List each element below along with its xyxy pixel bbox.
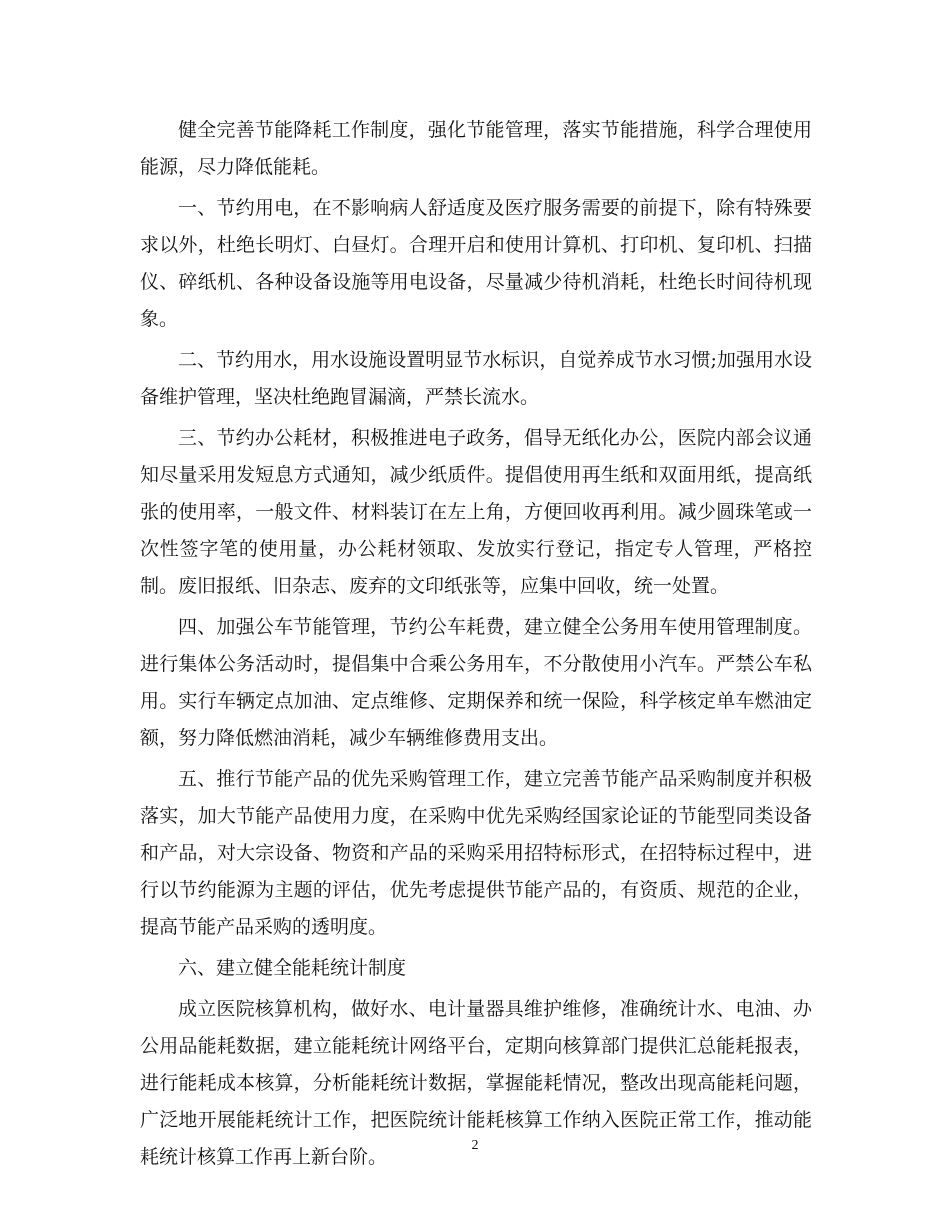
paragraph-intro: 健全完善节能降耗工作制度，强化节能管理，落实节能措施，科学合理使用能源，尽力降低能耗。 [140,119,812,178]
paragraph-water: 二、节约用水，用水设施设置明显节水标识，自觉养成节水习惯;加强用水设备维护管理，坚决杜绝跑冒漏滴，严禁长流水。 [140,349,812,408]
paragraph-electricity: 一、节约用电，在不影响病人舒适度及医疗服务需要的前提下，除有特殊要求以外，杜绝长明灯、白昼灯。合理开启和使用计算机、打印机、复印机、扫描仪、碎纸机、各种设备设施等用电设备，尽量减少待机消耗，杜绝长时间待机现象。 [140,197,812,330]
section-heading-statistics: 六、建立健全能耗统计制度 [178,957,407,979]
paragraph-procurement: 五、推行节能产品的优先采购管理工作，建立完善节能产品采购制度并积极落实，加大节能产品使用力度，在采购中优先采购经国家论证的节能型同类设备和产品，对大宗设备、物资和产品的采购采用招特标形式，在招特标过程中，进行以节约能源为主题的评估，优先考虑提供节能产品的，有资质、规范的企业，提高节能产品采购的透明度。 [140,768,812,938]
page-number: 2 [471,1138,479,1153]
document-body [140,112,812,1180]
paragraph-vehicles: 四、加强公车节能管理，节约公车耗费，建立健全公务用车使用管理制度。进行集体公务活动时，提倡集中合乘公务用车，不分散使用小汽车。严禁公车私用。实行车辆定点加油、定点维修、定期保养和统一保险，科学核定单车燃油定额，努力降低燃油消耗，减少车辆维修费用支出。 [140,616,812,749]
paragraph-office-supplies: 三、节约办公耗材，积极推进电子政务，倡导无纸化办公，医院内部会议通知尽量采用发短息方式通知，减少纸质件。提倡使用再生纸和双面用纸，提高纸张的使用率，一般文件、材料装订在左上角，方便回收再利用。减少圆珠笔或一次性签字笔的使用量，办公耗材领取、发放实行登记，指定专人管理，严格控制。废旧报纸、旧杂志、废弃的文印纸张等，应集中回收，统一处置。 [140,427,812,597]
paragraph-statistics: 成立医院核算机构，做好水、电计量器具维护维修，准确统计水、电油、办公用品能耗数据，建立能耗统计网络平台，定期向核算部门提供汇总能耗报表，进行能耗成本核算，分析能耗统计数据，掌握能耗情况，整改出现高能耗问题，广泛地开展能耗统计工作，把医院统计能耗核算工作纳入医院正常工作，推动能耗统计核算工作再上新台阶。 [140,998,812,1168]
